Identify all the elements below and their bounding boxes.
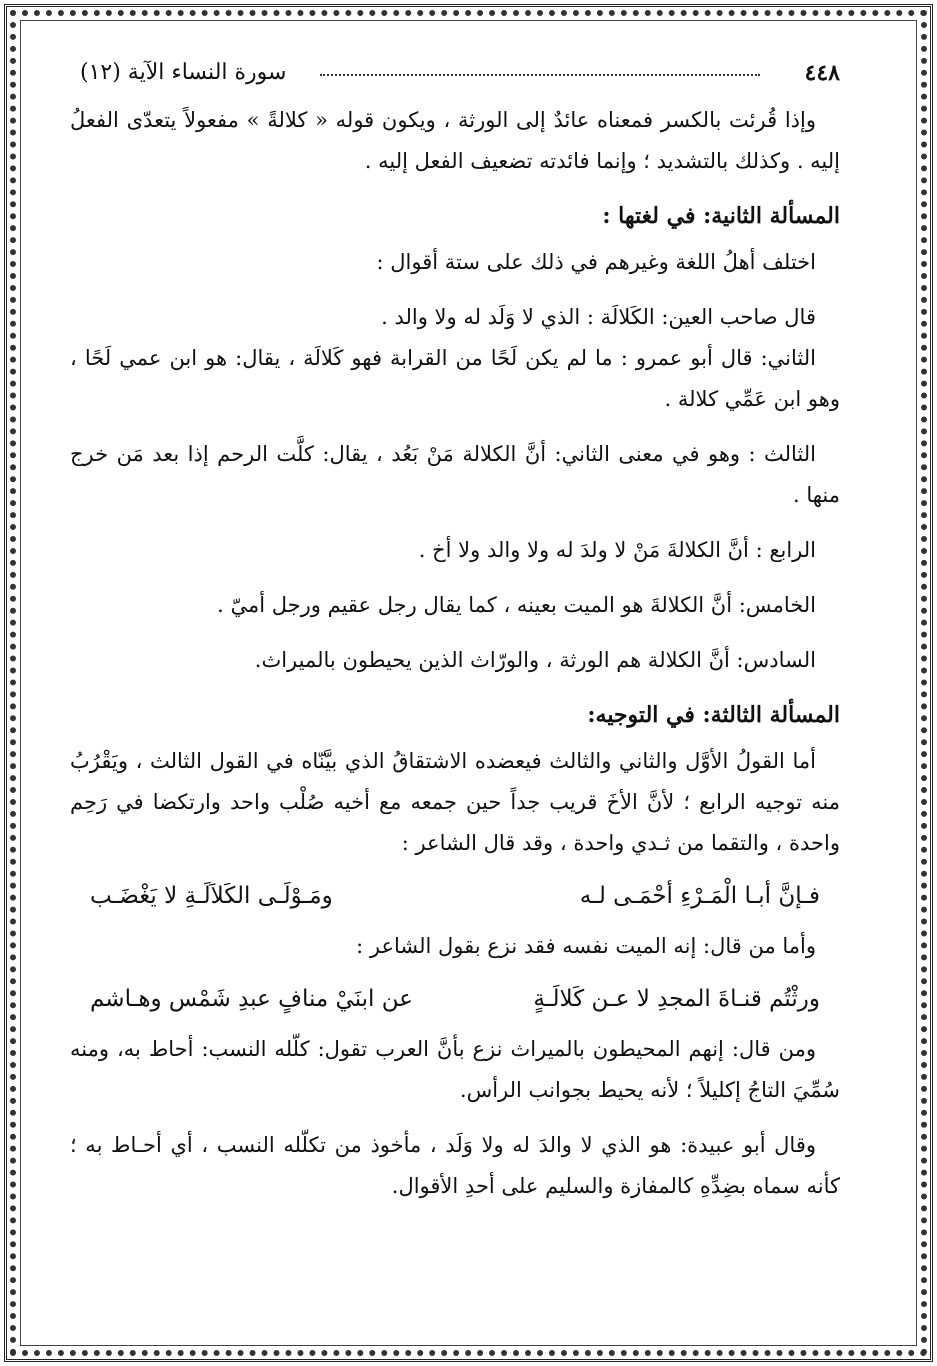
paragraph-11: ومن قال: إنهم المحيطون بالميراث نزع بأنَّ العرب تقول: كلّله النسب: أحاط به، ومنه سُمِّيَ التاجُ إكليلاً ؛ لأنه يحيط بجوانب الرأس. [70, 1037, 840, 1102]
document-page [70, 40, 840, 1340]
paragraph-1: وإذا قُرئت بالكسر فمعناه عائدٌ إلى الورثة ، ويكون قوله « كلالةً » مفعولاً يتعدّى الفعلُ إليه . وكذلك بالتشديد ؛ وإنما فائدته تضعيف الفعل إليه . [70, 108, 840, 173]
paragraph-3: قال صاحب العين: الكَلالَة : الذي لا وَلَد له ولا والد . [381, 305, 816, 329]
paragraph-12: وقال أبو عبيدة: هو الذي لا والدَ له ولا وَلَد ، مأخوذ من تكلّله النسب ، أي أحـاط به ؛ كأنه سماه بضِدِّهِ كالمفازة والسليم على أحدِ الأقوال. [70, 1133, 840, 1198]
paragraph-2: اختلف أهلُ اللغة وغيرهم في ذلك على ستة أقوال : [376, 250, 816, 274]
verse-2-first-hemistich: ورثْتُم قنـاةَ المجدِ لا عـن كَلالَـةٍ [533, 986, 820, 1012]
verse-1-first-hemistich: فـإنَّ أبـا الْمَـرْءِ أحْمَـى لـه [579, 883, 820, 909]
paragraph-10: وأما من قال: إنه الميت نفسه فقد نزع بقول الشاعر : [356, 934, 816, 958]
poetry-verse-2 [90, 975, 820, 1023]
paragraph-7: الخامس: أنَّ الكلالةَ هو الميت بعينه ، كما يقال رجل عقيم ورجل أميّ . [217, 593, 816, 617]
section-heading-3: المسألة الثالثة: في التوجيه: [587, 702, 840, 728]
page-number: ٤٤٨ [804, 60, 840, 86]
paragraph-5: الثالث : وهو في معنى الثاني: أنَّ الكلالة مَنْ بَعُد ، يقال: كلَّت الرحم إذا بعد مَن خرج منها . [70, 442, 840, 507]
paragraph-8: السادس: أنَّ الكلالة هم الورثة ، والورّاث الذين يحيطون بالميراث. [254, 648, 816, 672]
header-dotted-leader [320, 70, 760, 76]
paragraph-6: الرابع : أنَّ الكلالةَ مَنْ لا ولدَ له ولا والد ولا أخ . [418, 538, 816, 562]
paragraph-4: الثاني: قال أبو عمرو : ما لم يكن لَحًا من القرابة فهو كَلالَة ، يقال: هو ابن عمي لَحًا ، وهو ابن عَمِّي كلالة . [70, 346, 840, 411]
verse-1-second-hemistich: ومَـوْلَـى الكَلاَلَـةِ لا يَغْضَـب [90, 883, 333, 909]
verse-2-second-hemistich: عن ابنَيْ منافٍ عبدِ شَمْس وهـاشم [90, 986, 413, 1012]
section-heading-2: المسألة الثانية: في لغتها : [602, 203, 840, 229]
paragraph-9: أما القولُ الأوَّل والثاني والثالث فيعضده الاشتقاقُ الذي بيَّنّاه في القول الثالث ، ويَقْرُبُ منه توجيه الرابع ؛ لأنَّ الأخَ قريب جداً حين جمعه مع أخيه صُلْب واحد وارتكضا في رَحِم واحدة ، والتقما من ثـدي واحدة ، وقد قال الشاعر : [70, 749, 840, 855]
running-header [70, 60, 840, 100]
header-title: سورة النساء الآية (١٢) [80, 60, 287, 85]
poetry-verse-1 [90, 872, 820, 920]
